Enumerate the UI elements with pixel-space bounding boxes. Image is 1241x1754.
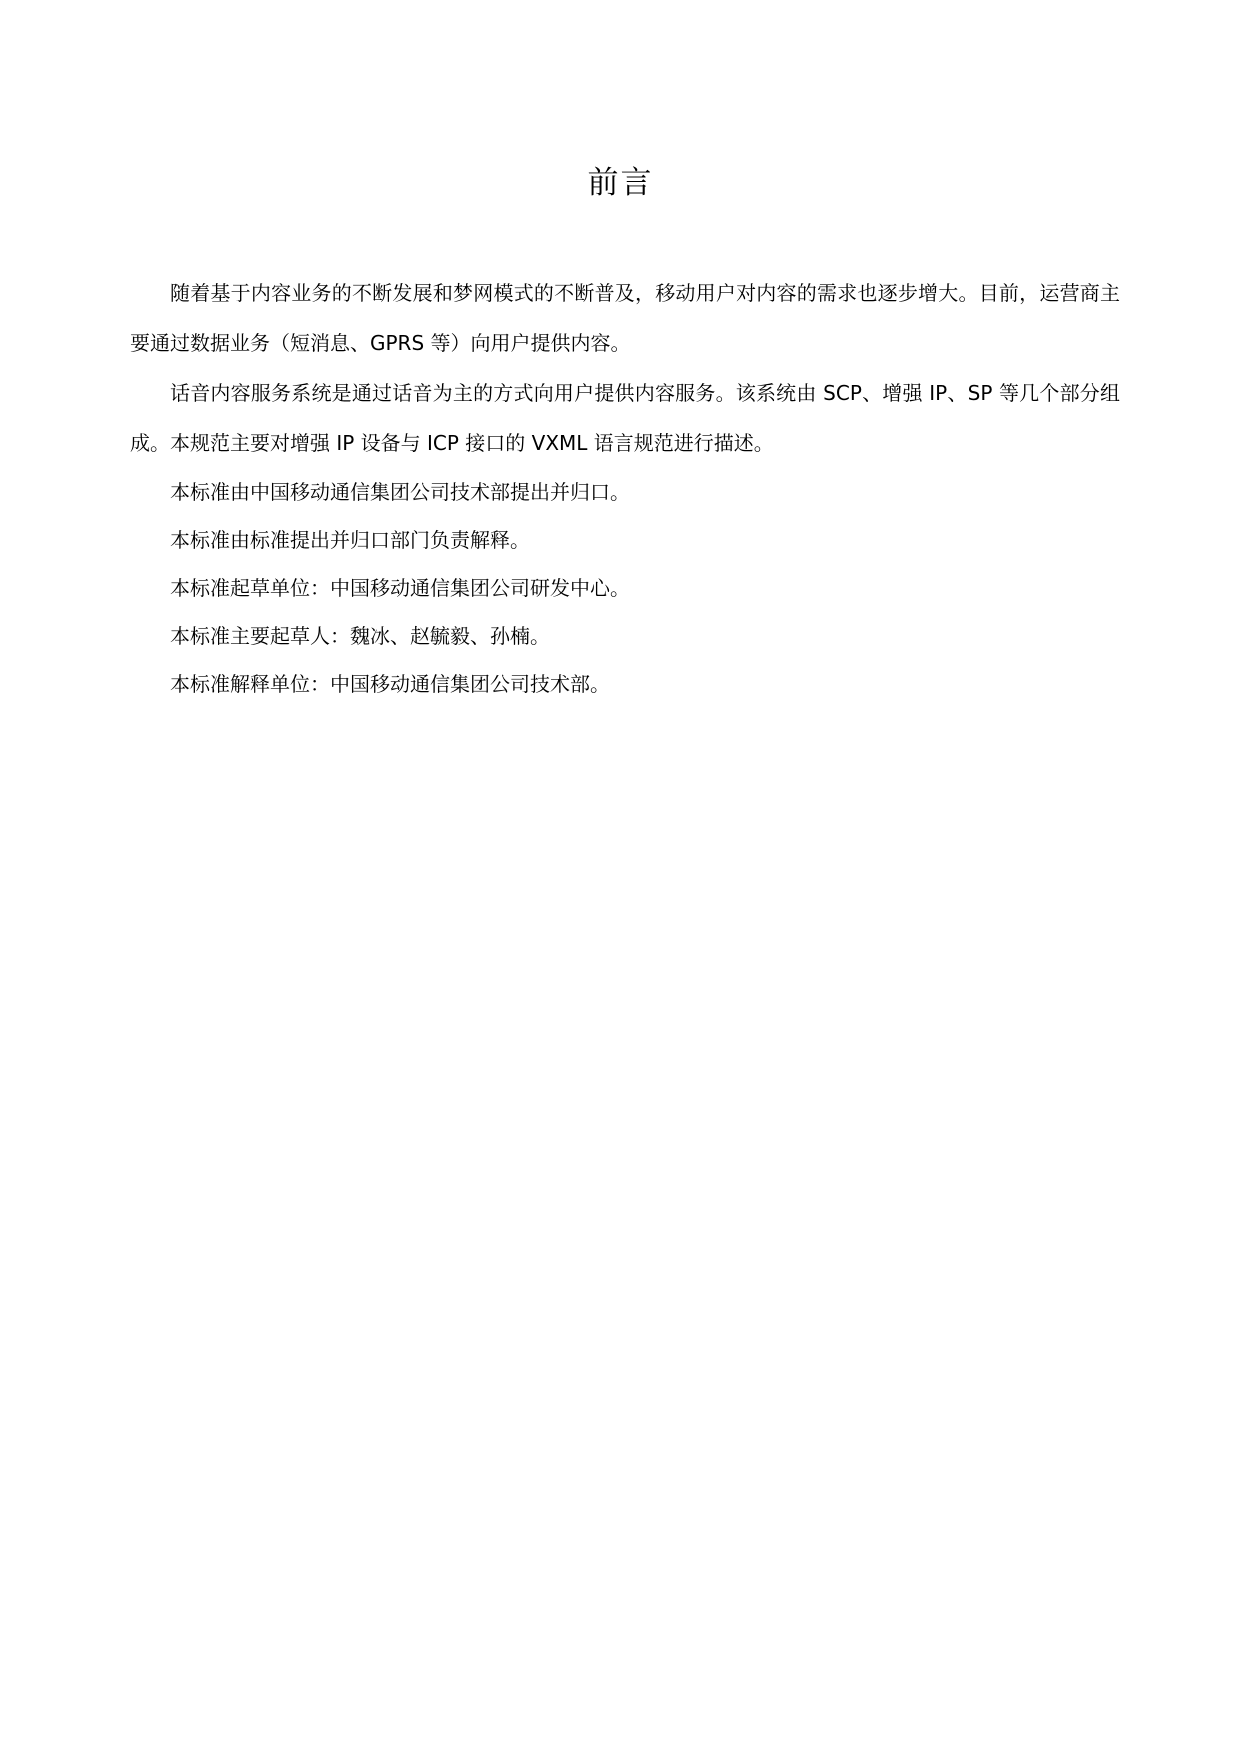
paragraph-interpretation-responsibility: 本标准由标准提出并归口部门负责解释。 (170, 528, 530, 552)
paragraph-main-drafters: 本标准主要起草人：魏冰、赵毓毅、孙楠。 (170, 624, 550, 648)
paragraph-background: 随着基于内容业务的不断发展和梦网模式的不断普及，移动用户对内容的需求也逐步增大。目前，运营商主要通过数据业务（短消息、GPRS 等）向用户提供内容。 (130, 281, 1120, 355)
page-title: 前言 (587, 165, 654, 201)
paragraph-proposer: 本标准由中国移动通信集团公司技术部提出并归口。 (170, 480, 630, 504)
paragraph-drafting-unit: 本标准起草单位：中国移动通信集团公司研发中心。 (170, 576, 630, 600)
paragraph-interpretation-unit: 本标准解释单位：中国移动通信集团公司技术部。 (170, 672, 610, 696)
paragraph-system-overview: 话音内容服务系统是通过话音为主的方式向用户提供内容服务。该系统由 SCP、增强 IP、SP 等几个部分组成。本规范主要对增强 IP 设备与 ICP 接口的 VXML 语言规范进行描述。 (130, 381, 1120, 455)
document-body (130, 268, 1120, 708)
